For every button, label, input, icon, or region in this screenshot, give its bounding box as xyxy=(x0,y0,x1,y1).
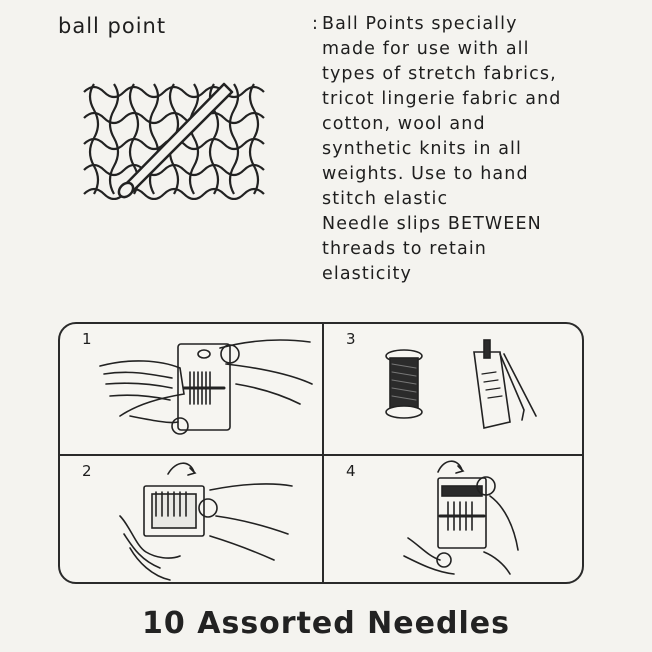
hands-closing-needle-pack-icon xyxy=(324,456,584,584)
step-4-panel xyxy=(324,456,584,584)
step-2-panel xyxy=(60,456,322,584)
ball-point-description xyxy=(312,12,642,287)
description-line: : Ball Points specially xyxy=(322,12,642,37)
description-line: made for use with all xyxy=(322,39,530,59)
description-line: weights. Use to hand xyxy=(322,164,529,184)
product-title: 10 Assorted Needles xyxy=(142,606,510,641)
description-line: threads to retain xyxy=(322,239,487,259)
description-line: cotton, wool and xyxy=(322,114,486,134)
step-number: 1 xyxy=(82,330,92,348)
step-1-panel xyxy=(60,324,322,454)
step-number: 3 xyxy=(346,330,356,348)
step-number: 4 xyxy=(346,462,356,480)
description-colon: : xyxy=(312,14,319,34)
heading-ball-point: ball point xyxy=(58,14,167,38)
description-line: stitch elastic xyxy=(322,189,449,209)
step-number: 2 xyxy=(82,462,92,480)
knit-fabric-needle-illustration xyxy=(78,78,270,200)
thread-spool-and-needle-pack-icon xyxy=(324,324,584,454)
hands-opening-needle-pack-icon xyxy=(60,456,322,584)
instruction-panels xyxy=(58,322,584,584)
step-3-panel xyxy=(324,324,584,454)
description-line: tricot lingerie fabric and xyxy=(322,89,562,109)
description-line: types of stretch fabrics, xyxy=(322,64,557,84)
description-line: synthetic knits in all xyxy=(322,139,522,159)
description-line: Needle slips BETWEEN xyxy=(322,214,542,234)
hands-holding-needle-pack-icon xyxy=(60,324,322,454)
description-line: elasticity xyxy=(322,264,412,284)
